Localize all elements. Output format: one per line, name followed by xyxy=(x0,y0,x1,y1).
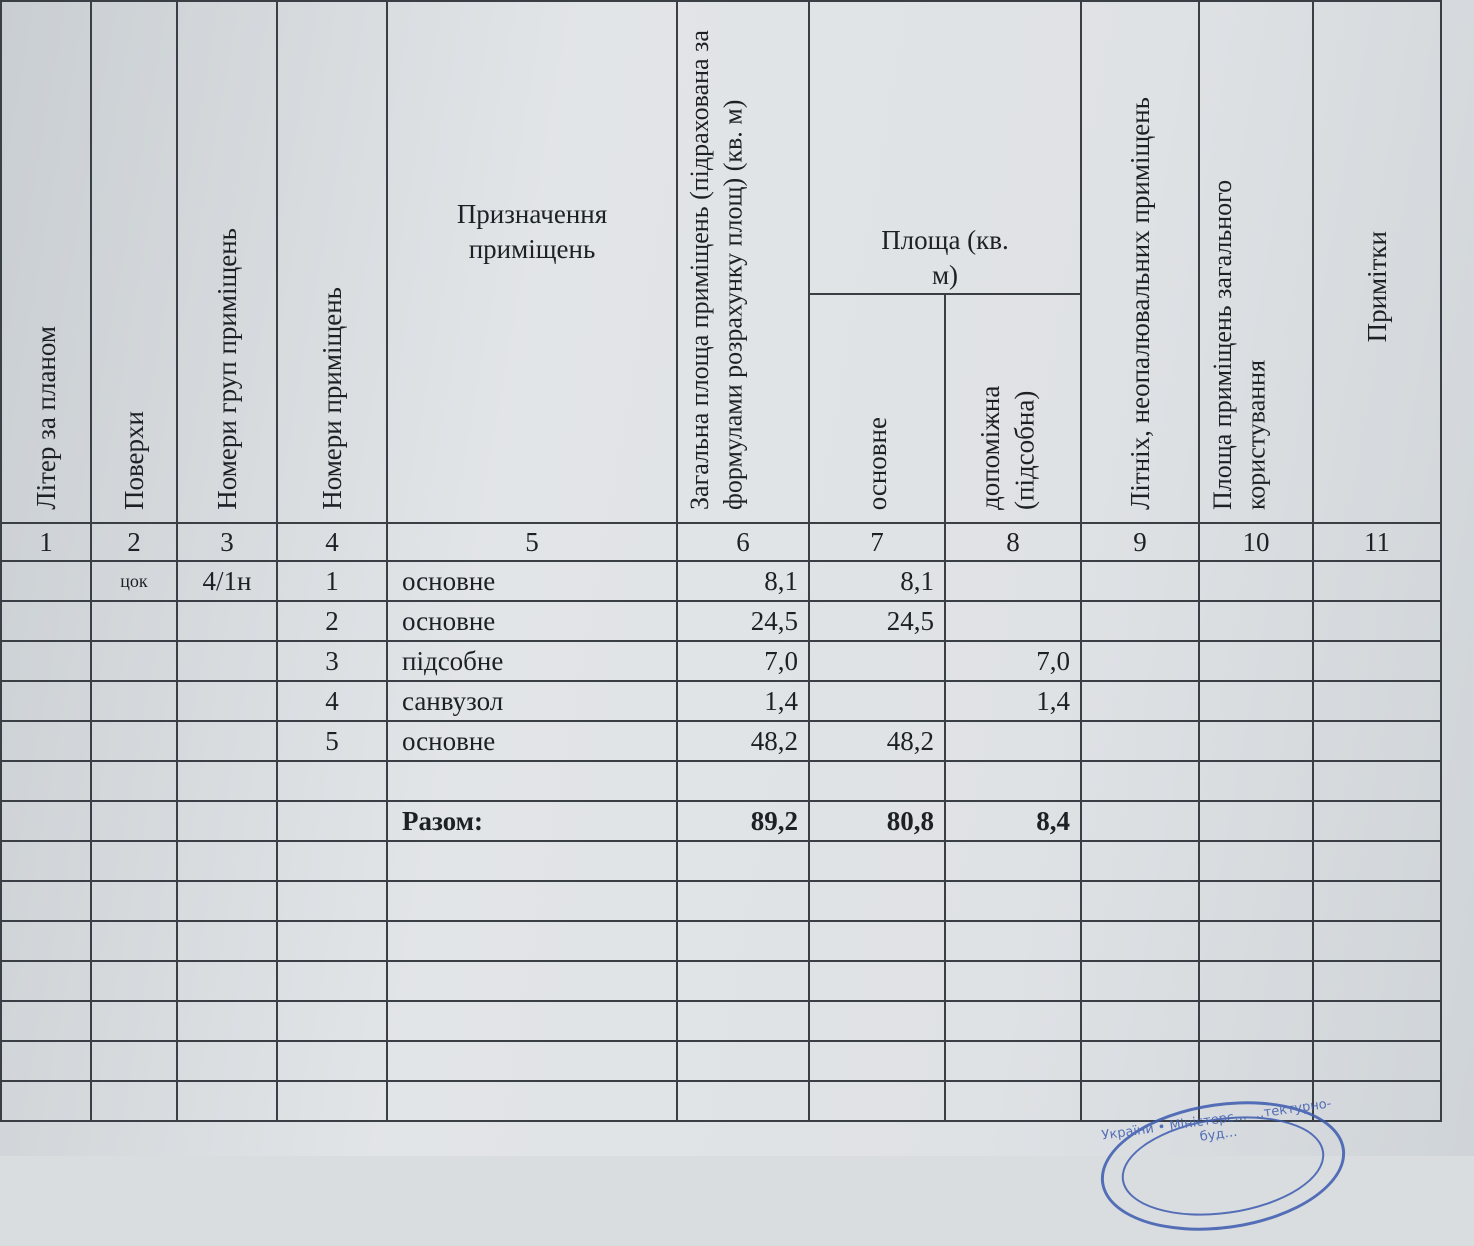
floor-cell xyxy=(91,681,177,721)
header-row xyxy=(1,1,1441,294)
table-row-empty xyxy=(1,1001,1441,1041)
aux-area-cell xyxy=(945,561,1081,601)
main-area-cell: 24,5 xyxy=(809,601,945,641)
stamp-text: України • Міністерс… …тектурно-буд… xyxy=(1100,1096,1333,1145)
totals-aux-area: 8,4 xyxy=(945,801,1081,841)
room-number-cell: 2 xyxy=(277,601,387,641)
header-main-area: основне xyxy=(809,294,945,523)
col-number: 3 xyxy=(177,523,277,561)
table-row-empty xyxy=(1,841,1441,881)
aux-area-cell xyxy=(945,721,1081,761)
table-row-empty xyxy=(1,1041,1441,1081)
total-area-cell: 1,4 xyxy=(677,681,809,721)
header-aux-area: допоміжна (підсобна) xyxy=(945,294,1081,523)
main-area-cell: 48,2 xyxy=(809,721,945,761)
header-common-area: Площа приміщень загального користування xyxy=(1199,1,1313,523)
header-area-group: Площа (кв. м) xyxy=(809,1,1081,294)
floor-cell xyxy=(91,601,177,641)
col-number: 8 xyxy=(945,523,1081,561)
header-summer-rooms: Літніх, неопалювальних приміщень xyxy=(1081,1,1199,523)
main-area-cell: 8,1 xyxy=(809,561,945,601)
aux-area-cell: 1,4 xyxy=(945,681,1081,721)
total-area-cell: 8,1 xyxy=(677,561,809,601)
main-area-cell xyxy=(809,641,945,681)
totals-label: Разом: xyxy=(387,801,677,841)
column-numbers-row xyxy=(1,523,1441,561)
table-row xyxy=(1,601,1441,641)
group-cell xyxy=(177,721,277,761)
header-room-numbers: Номери приміщень xyxy=(277,1,387,523)
room-number-cell: 3 xyxy=(277,641,387,681)
purpose-cell: санвузол xyxy=(387,681,677,721)
purpose-cell: основне xyxy=(387,601,677,641)
col-number: 7 xyxy=(809,523,945,561)
totals-main-area: 80,8 xyxy=(809,801,945,841)
group-cell: 4/1н xyxy=(177,561,277,601)
group-cell xyxy=(177,641,277,681)
header-notes: Примітки xyxy=(1313,1,1441,523)
table-row-empty xyxy=(1,961,1441,1001)
table-row xyxy=(1,681,1441,721)
header-purpose: Призначення приміщень xyxy=(387,1,677,523)
header-total-area: Загальна площа приміщень (підрахована за формулами розрахунку площ) (кв. м) xyxy=(677,1,809,523)
totals-total-area: 89,2 xyxy=(677,801,809,841)
total-area-cell: 48,2 xyxy=(677,721,809,761)
col-number: 10 xyxy=(1199,523,1313,561)
table-row xyxy=(1,721,1441,761)
purpose-cell: основне xyxy=(387,561,677,601)
header-room-groups: Номери груп приміщень xyxy=(177,1,277,523)
header-letter: Літер за планом xyxy=(1,1,91,523)
col-number: 11 xyxy=(1313,523,1441,561)
totals-row xyxy=(1,801,1441,841)
floor-cell xyxy=(91,641,177,681)
table-row-empty xyxy=(1,921,1441,961)
col-number: 2 xyxy=(91,523,177,561)
room-number-cell: 5 xyxy=(277,721,387,761)
table-row xyxy=(1,641,1441,681)
group-cell xyxy=(177,601,277,641)
total-area-cell: 24,5 xyxy=(677,601,809,641)
header-floors: Поверхи xyxy=(91,1,177,523)
table-row-empty xyxy=(1,881,1441,921)
col-number: 5 xyxy=(387,523,677,561)
purpose-cell: підсобне xyxy=(387,641,677,681)
room-number-cell: 4 xyxy=(277,681,387,721)
col-number: 6 xyxy=(677,523,809,561)
aux-area-cell: 7,0 xyxy=(945,641,1081,681)
floor-cell: цок xyxy=(91,561,177,601)
room-number-cell: 1 xyxy=(277,561,387,601)
col-number: 1 xyxy=(1,523,91,561)
main-area-cell xyxy=(809,681,945,721)
floor-cell xyxy=(91,721,177,761)
group-cell xyxy=(177,681,277,721)
col-number: 4 xyxy=(277,523,387,561)
table-row-empty xyxy=(1,761,1441,801)
purpose-cell: основне xyxy=(387,721,677,761)
table-row xyxy=(1,561,1441,601)
total-area-cell: 7,0 xyxy=(677,641,809,681)
aux-area-cell xyxy=(945,601,1081,641)
col-number: 9 xyxy=(1081,523,1199,561)
